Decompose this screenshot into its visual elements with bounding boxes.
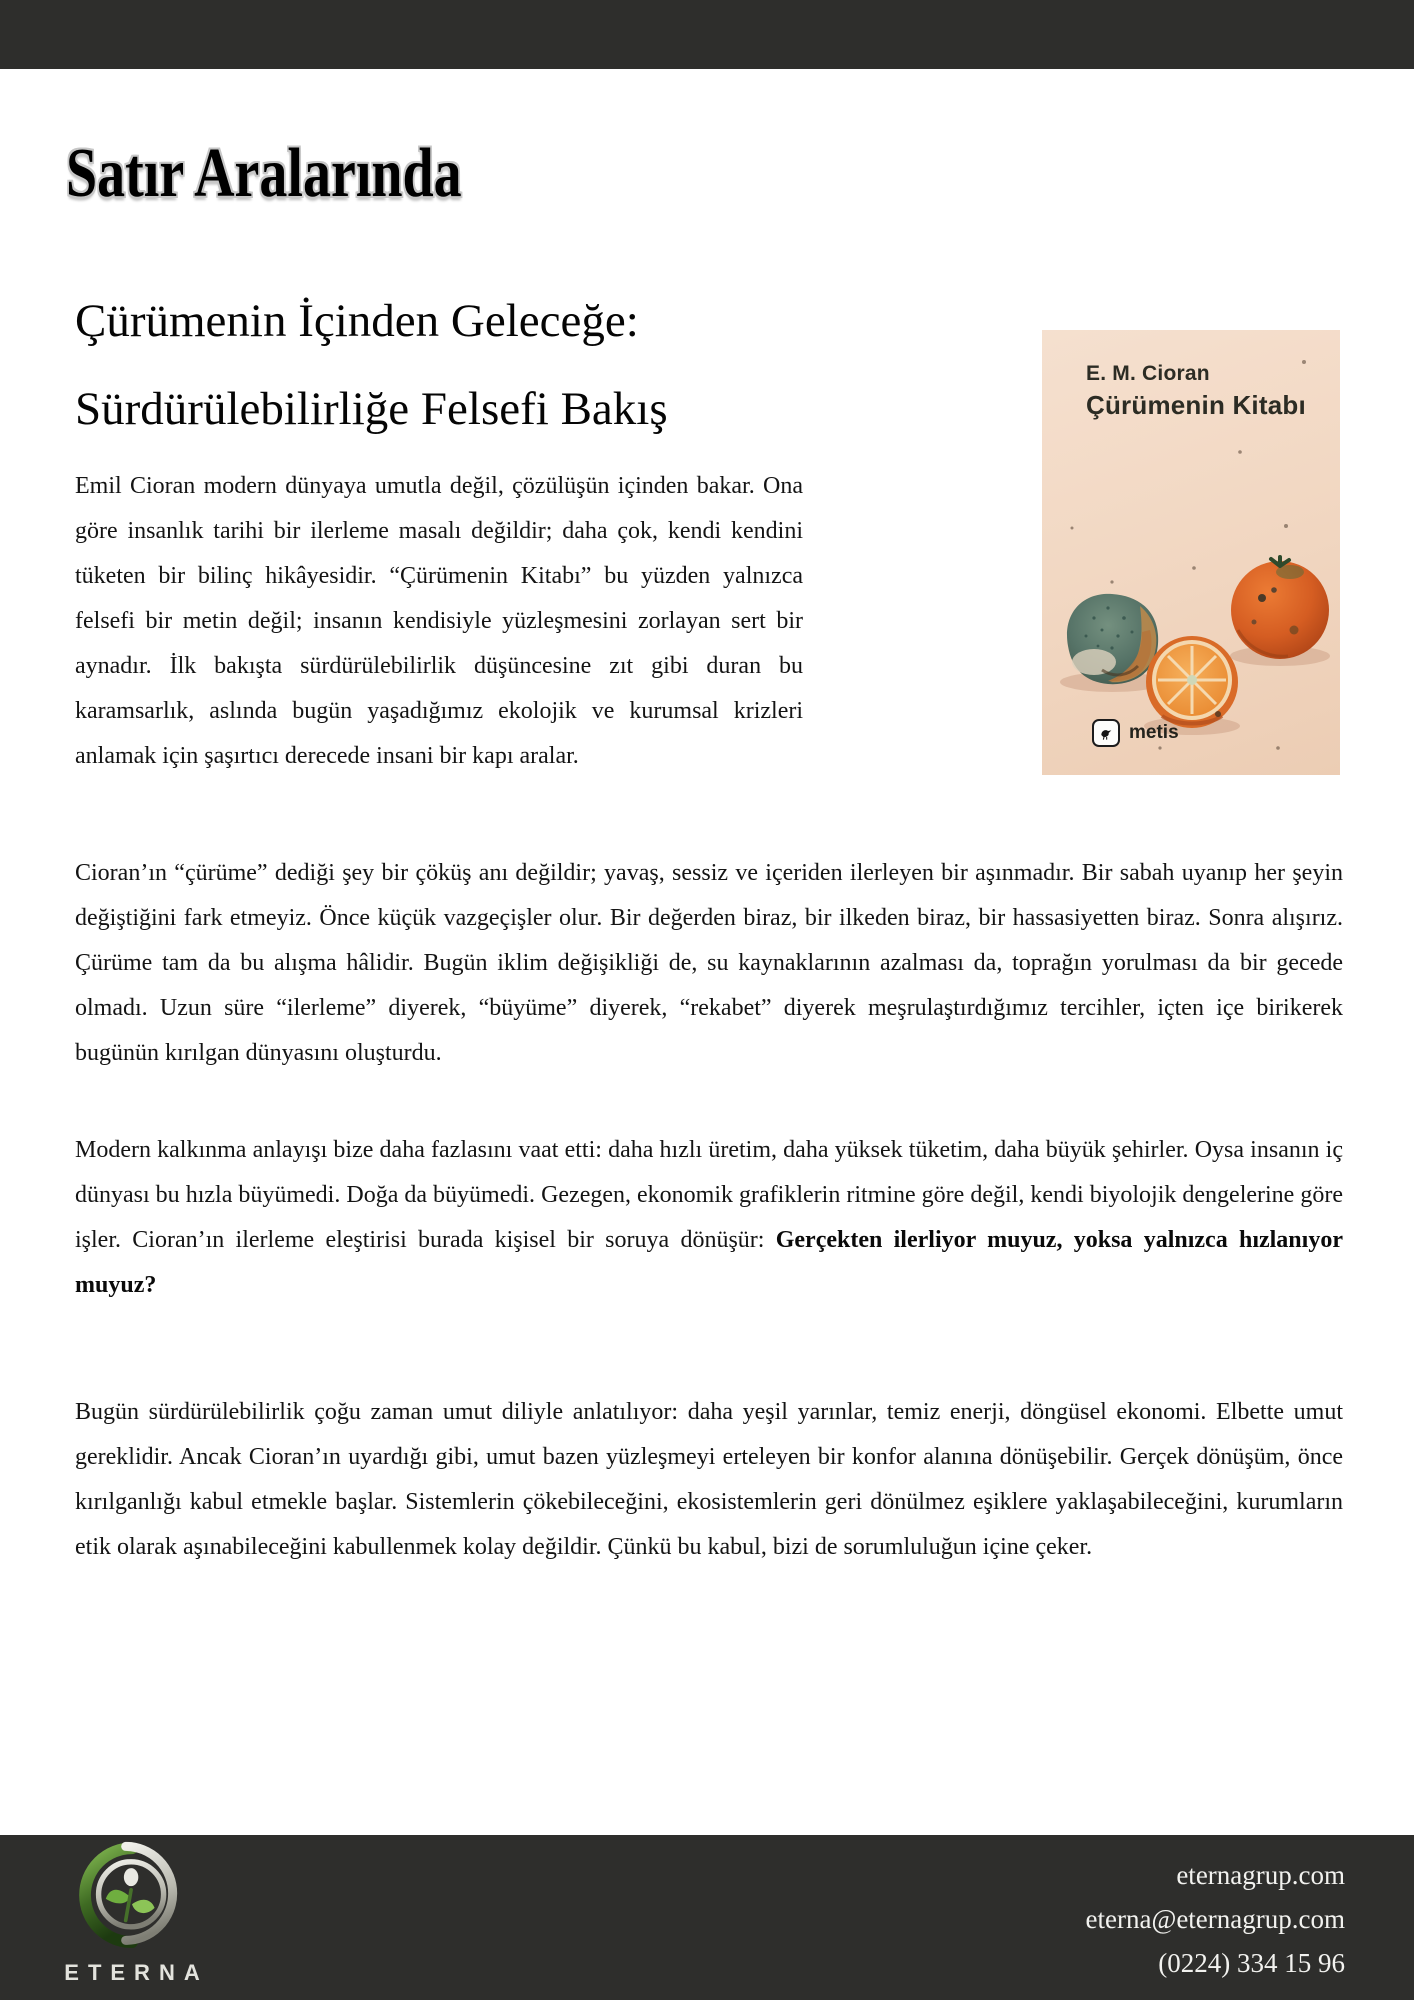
book-cover-titles (1086, 362, 1306, 421)
halved-orange (1146, 636, 1238, 728)
book-author: E. M. Cioran (1086, 362, 1210, 385)
eterna-logo (52, 1841, 212, 1986)
masthead-title-text: Satır Aralarında (66, 134, 462, 212)
book-title: Çürümenin Kitabı (1086, 390, 1306, 420)
article-title-line2: Sürdürülebilirliğe Felsefi Bakış (75, 383, 668, 435)
masthead-title (66, 135, 561, 213)
publisher-name: metis (1129, 722, 1179, 743)
article-title (75, 277, 1025, 453)
paragraph-hope: Bugün sürdürülebilirlik çoğu zaman umut diliyle anlatılıyor: daha yeşil yarınlar, temiz enerji, döngüsel ekonomi. Elbette umut gereklidir. Ancak Cioran’ın uyardığı gibi, umut bazen yüzleşmeyi erteleyen bir konfor alanına dönüşebilir. Gerçek dönüşüm, önce kırılganlığı kabul etmekle başlar. Sistemlerin çökebileceğini, ekosistemlerin geri dönülmez eşiklere yaklaşabileceğini, kurumların etik olarak aşınabileceğini kabullenmek kolay değildir. Çünkü bu kabul, bizi de sorumluluğun içine çeker. (75, 1399, 1343, 1560)
eterna-wordmark: ETERNA (64, 1960, 209, 1985)
moldy-fruit (1067, 594, 1158, 684)
footer-contact (1086, 1853, 1345, 1985)
paragraph-intro: Emil Cioran modern dünyaya umutla değil, çözülüşün içinden bakar. Ona göre insanlık tarihi bir ilerleme masalı değildir; daha çok, kendi kendini tüketen bir bilinç hikâyesidir. “Çürümenin Kitabı” bu yüzden yalnızca felsefi bir metin değil; insanın kendisiyle yüzleşmesini zorlayan sert bir aynadır. İlk bakışta sürdürülebilirlik düşüncesine zıt gibi duran bu karamsarlık, aslında bugün yaşadığımız ekolojik ve kurumsal krizleri anlamak için şaşırtıcı derecede insani bir kapı aralar. (75, 473, 803, 769)
footer-website: eternagrup.com (1176, 1860, 1345, 1890)
footer (0, 1835, 1414, 2000)
paragraph-decay: Cioran’ın “çürüme” dediği şey bir çöküş anı değildir; yavaş, sessiz ve içeriden ilerleyen bir aşınmadır. Bir sabah uyanıp her şeyin değiştiğini fark etmeyiz. Önce küçük vazgeçişler olur. Bir değerden biraz, bir ilkeden biraz, bir hassasiyetten biraz. Sonra alışırız. Çürüme tam da bu alışma hâlidir. Bugün iklim değişikliği de, su kaynaklarının azalması da, toprağın yorulması da bir gecede olmadı. Uzun süre “ilerleme” diyerek, “büyüme” diyerek, “rekabet” diyerek meşrulaştırdığımız tercihler, içten içe birikerek bugünün kırılgan dünyasını oluşturdu. (75, 860, 1343, 1066)
paragraph-progress-question: Gerçekten ilerliyor muyuz, yoksa yalnızca hızlanıyor muyuz? (75, 1227, 1343, 1298)
book-cover (1042, 330, 1340, 775)
publisher-mark (1092, 719, 1179, 747)
metis-bird-icon (1092, 719, 1120, 747)
article-title-line1: Çürümenin İçinden Geleceğe: (75, 295, 639, 347)
top-bar (0, 0, 1414, 69)
footer-phone: (0224) 334 15 96 (1158, 1948, 1345, 1978)
paragraph-progress (75, 1128, 1343, 1308)
paragraph-progress-text: Modern kalkınma anlayışı bize daha fazlasını vaat etti: daha hızlı üretim, daha yüksek tüketim, daha büyük şehirler. Oysa insanın iç dünyası bu hızla büyümedi. Doğa da büyümedi. Gezegen, ekonomik grafiklerin ritmine göre değil, kendi biyolojik dengelerine göre işler. Cioran’ın ilerleme eleştirisi burada kişisel bir soruya dönüşür: (75, 1137, 1343, 1253)
footer-email: eterna@eternagrup.com (1085, 1904, 1345, 1934)
whole-orange (1231, 557, 1329, 659)
eterna-logo-icon (73, 1841, 191, 1953)
